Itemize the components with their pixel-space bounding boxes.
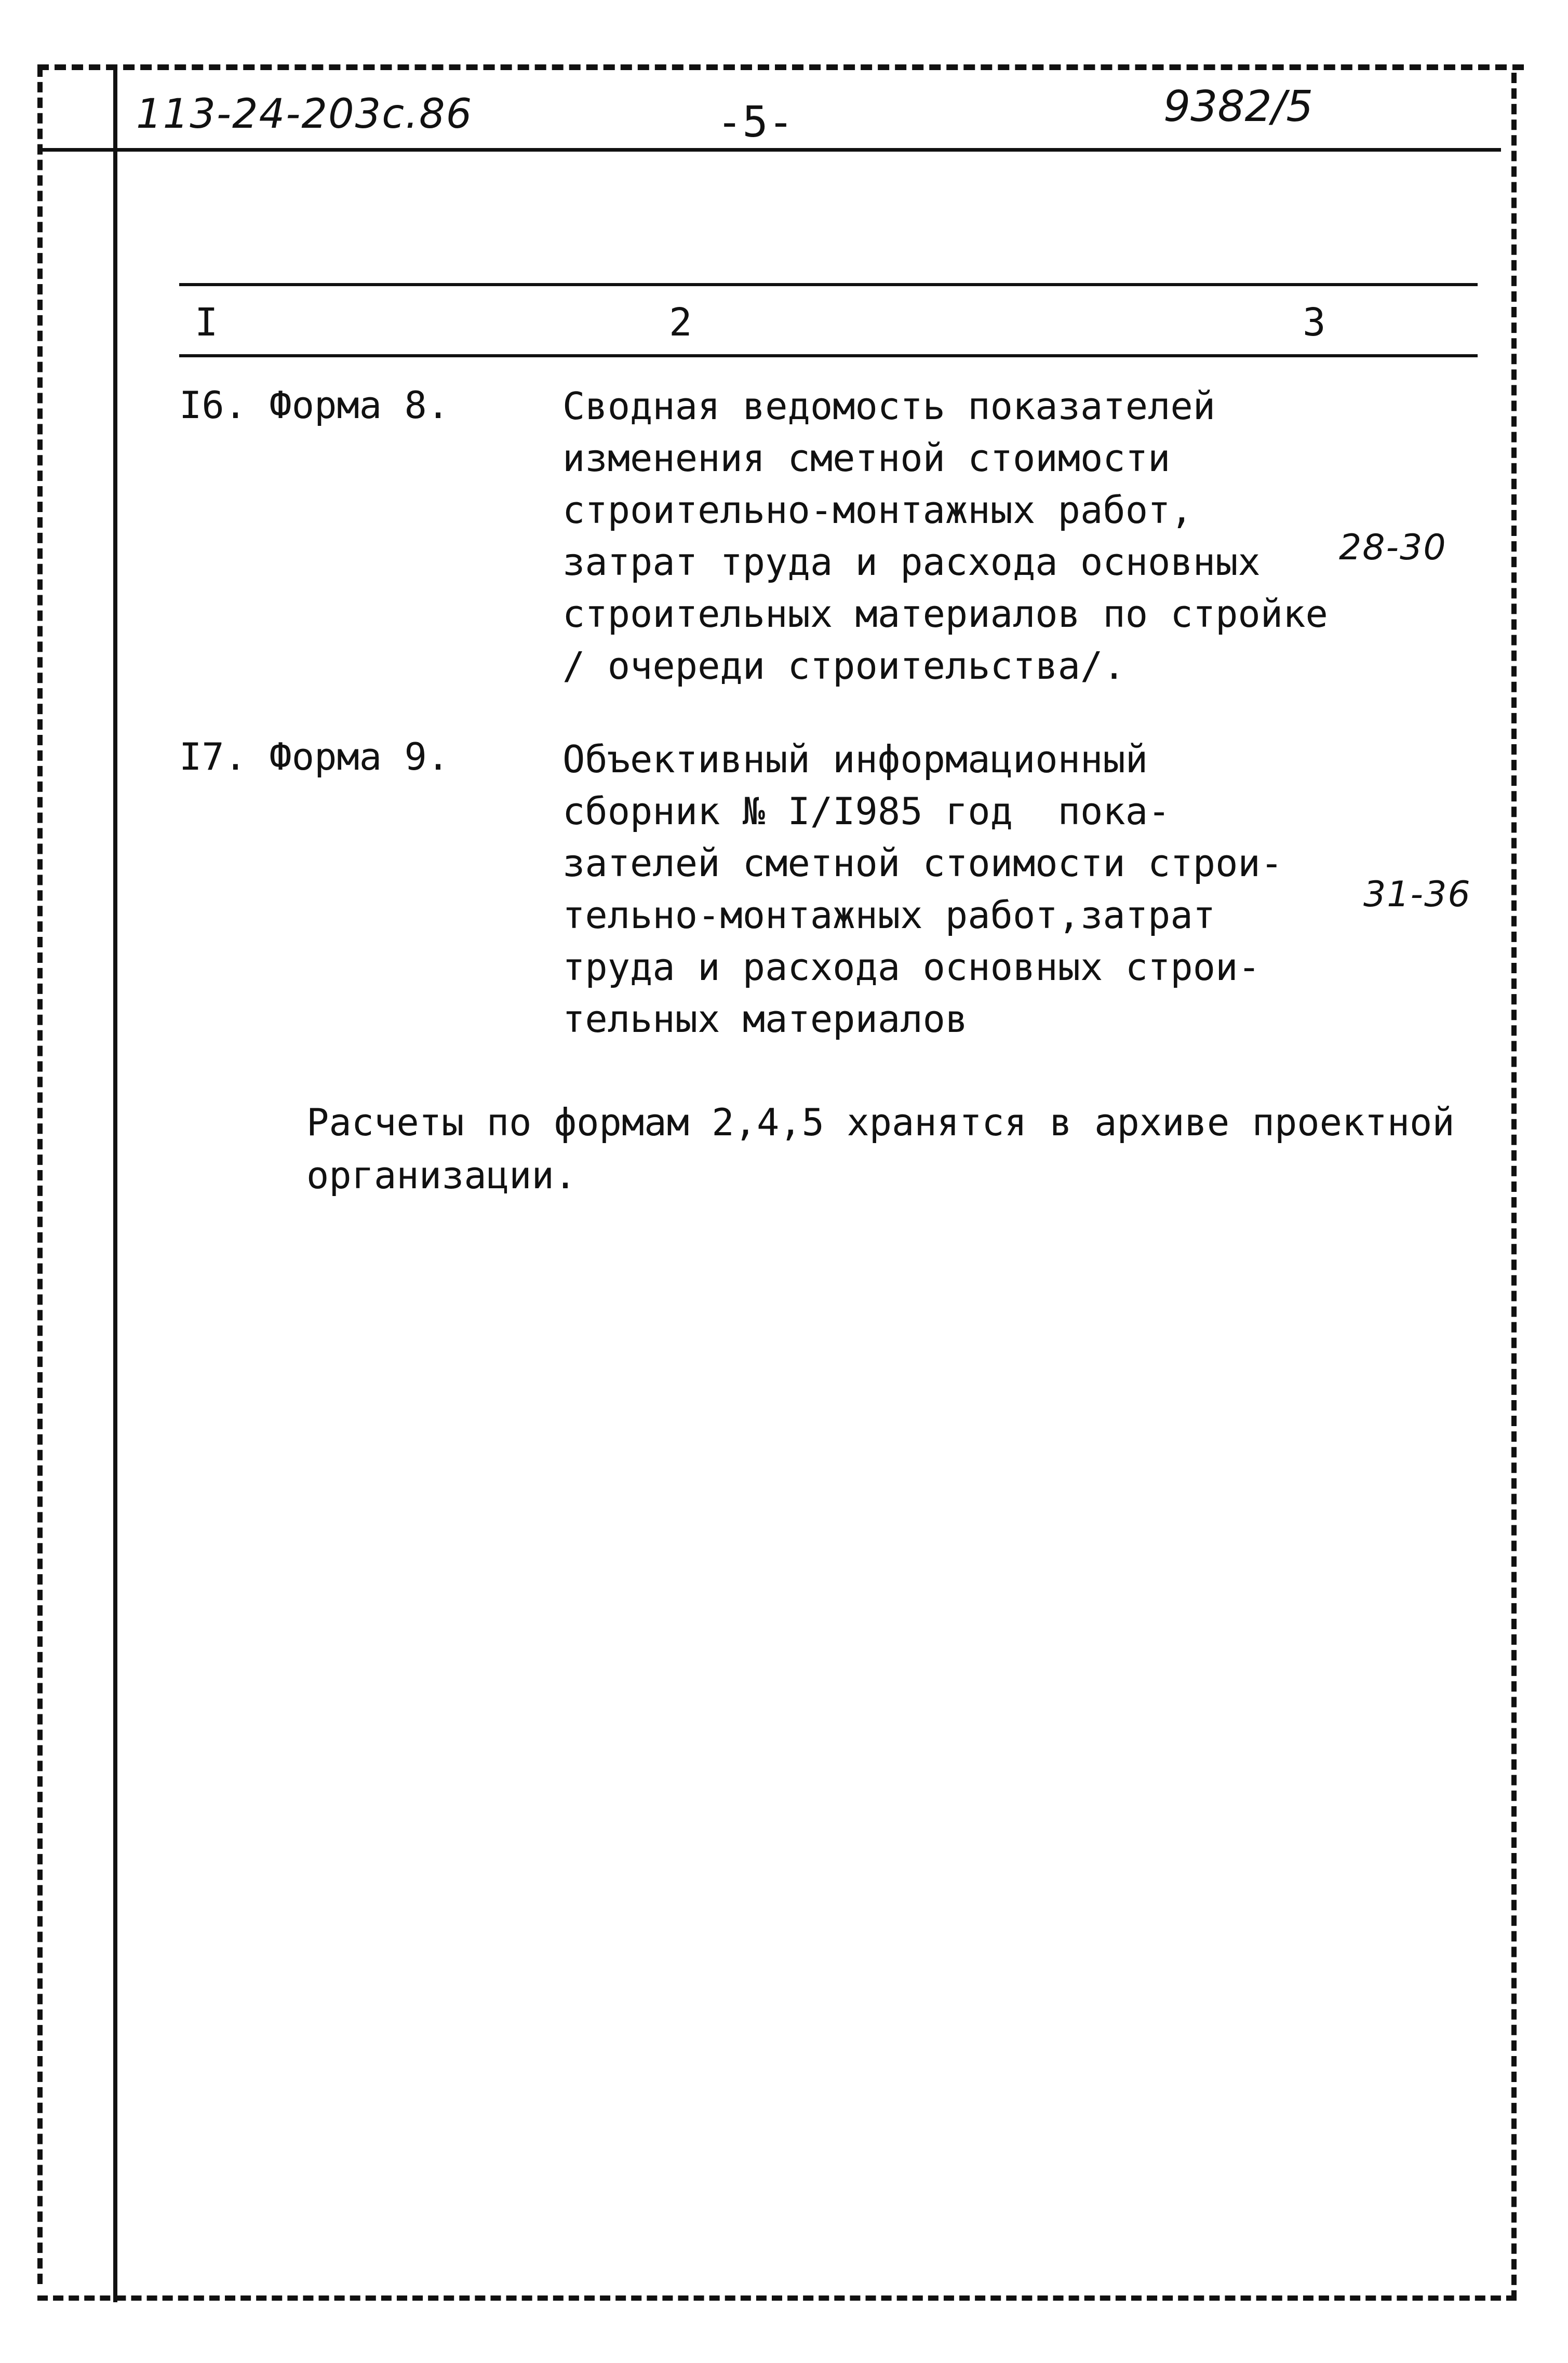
description-line: сборник № I/I985 год пока- — [562, 789, 1171, 833]
row-17-form-label: I7. Форма 9. — [179, 735, 450, 778]
description-line: строительных материалов по стройке — [562, 592, 1328, 636]
table-top-rule — [179, 283, 1478, 286]
description-line: / очереди строительства/. — [562, 644, 1125, 688]
page-number: -5- — [717, 98, 794, 147]
row-17-description — [562, 733, 1316, 1045]
row-16-pages: 28-30 — [1339, 527, 1447, 568]
description-line: тельных материалов — [562, 997, 968, 1041]
column-header-3: 3 — [1303, 300, 1326, 345]
row-17-pages: 31-36 — [1363, 874, 1471, 915]
description-line: строительно-монтажных работ, — [562, 488, 1193, 532]
description-line: тельно-монтажных работ,затрат — [562, 893, 1216, 937]
column-header-2: 2 — [669, 300, 692, 345]
description-line: изменения сметной стоимости — [562, 436, 1171, 480]
header-rule — [37, 148, 1501, 152]
description-line: Объективный информационный — [562, 737, 1148, 781]
table-header-rule — [179, 354, 1478, 357]
note-line: Расчеты по формам 2,4,5 хранятся в архиве проектной — [306, 1100, 1455, 1144]
document-code: 113-24-203с.86 — [136, 91, 473, 138]
description-line: труда и расхода основных строи- — [562, 945, 1261, 989]
frame-left-dashed-line — [37, 66, 43, 2284]
archive-note — [306, 1096, 1475, 1202]
description-line: Сводная ведомость показателей — [562, 384, 1216, 428]
note-line: организации. — [306, 1153, 577, 1197]
frame-left-margin-line — [113, 66, 117, 2302]
frame-bottom-dashed-line — [37, 2295, 1517, 2301]
sheet-number: 9382/5 — [1163, 82, 1314, 131]
frame-right-dashed-line — [1511, 73, 1517, 2301]
row-16-form-label: I6. Форма 8. — [179, 383, 450, 427]
description-line: затрат труда и расхода основных — [562, 540, 1261, 584]
row-16-description — [562, 380, 1328, 692]
description-line: зателей сметной стоимости строи- — [562, 841, 1283, 885]
column-header-1: I — [195, 300, 218, 345]
frame-top-dashed-line — [37, 64, 1524, 70]
